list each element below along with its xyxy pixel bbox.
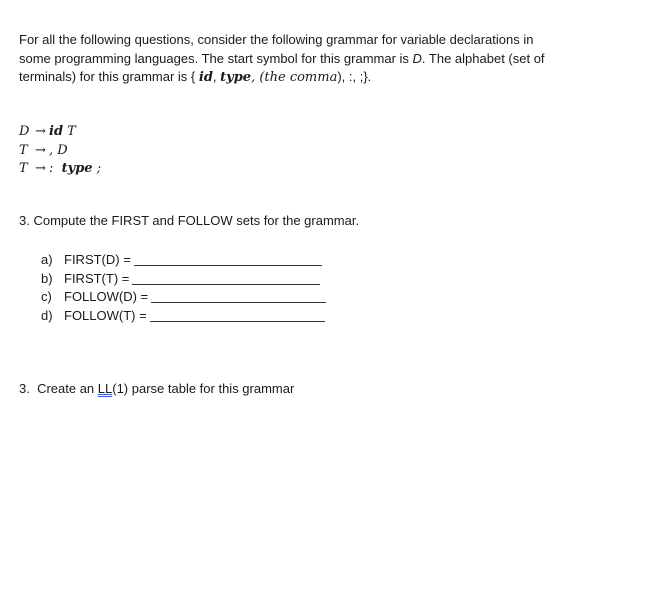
item-text: FIRST(D) = xyxy=(64,252,131,267)
grammar-rule xyxy=(19,123,101,142)
item-text: FOLLOW(D) = xyxy=(64,289,149,304)
terminal-comma-sep: , ( xyxy=(251,70,265,85)
item-label: b) xyxy=(41,270,53,286)
answer-item xyxy=(41,270,326,289)
question-suffix: (1) parse table for this grammar xyxy=(112,381,295,396)
question-prefix: 3. Create an xyxy=(19,381,98,396)
intro-line-2 xyxy=(19,50,619,69)
rhs-rest: T xyxy=(63,124,76,139)
arrow-icon: → xyxy=(35,142,46,158)
terminal-type: type xyxy=(220,70,252,85)
terminal-id: id xyxy=(198,70,213,85)
answer-item xyxy=(41,288,326,307)
intro-text: terminals) for this grammar is { xyxy=(19,69,199,84)
answer-blank-first-d[interactable] xyxy=(134,264,322,266)
intro-line-1: For all the following questions, consider the following grammar for variable declarations in xyxy=(19,32,534,47)
arrow-icon: → xyxy=(35,161,46,176)
rule-rhs xyxy=(49,143,68,158)
answer-item xyxy=(41,251,326,270)
answer-list xyxy=(41,251,326,325)
rule-lhs: D xyxy=(19,124,30,139)
intro-paragraph xyxy=(19,31,619,88)
intro-line-3: terminals) for this grammar is { id, type, (the comma), :, ;}. xyxy=(19,69,372,85)
item-label: a) xyxy=(41,252,53,267)
item-label: d) xyxy=(41,307,53,323)
item-text: FOLLOW(T) = xyxy=(64,307,147,323)
answer-item xyxy=(41,307,326,326)
ll-term: LL xyxy=(97,381,113,396)
intro-text: ), :, ;}. xyxy=(337,69,372,84)
grammar-rule xyxy=(19,160,101,179)
rule-rhs xyxy=(49,161,101,176)
rule-lhs: T xyxy=(19,161,28,176)
question-parse-table xyxy=(19,381,294,396)
terminal-comma-desc: the comma xyxy=(264,70,338,85)
answer-blank-follow-t[interactable] xyxy=(150,320,325,322)
rhs-rest: , D xyxy=(49,142,68,158)
intro-text: . The alphabet (set of xyxy=(421,50,545,66)
rhs-tail: ; xyxy=(92,161,102,176)
grammar-rule xyxy=(19,142,101,161)
rhs-rest: : xyxy=(49,161,62,176)
arrow-icon: → xyxy=(35,124,46,139)
answer-blank-first-t[interactable] xyxy=(132,283,320,285)
rhs-terminal: id xyxy=(49,124,64,139)
item-text: FIRST(T) = xyxy=(64,270,130,286)
grammar-rules xyxy=(19,123,101,179)
start-symbol: D xyxy=(412,50,422,66)
answer-blank-follow-d[interactable] xyxy=(151,301,326,303)
item-label: c) xyxy=(41,289,52,304)
rule-rhs xyxy=(49,124,76,139)
rhs-terminal: type xyxy=(61,161,93,176)
rule-lhs: T xyxy=(19,142,28,158)
question-compute-sets: 3. Compute the FIRST and FOLLOW sets for the grammar. xyxy=(19,213,360,228)
intro-text: some programming languages. The start symbol for this grammar is xyxy=(19,50,413,66)
